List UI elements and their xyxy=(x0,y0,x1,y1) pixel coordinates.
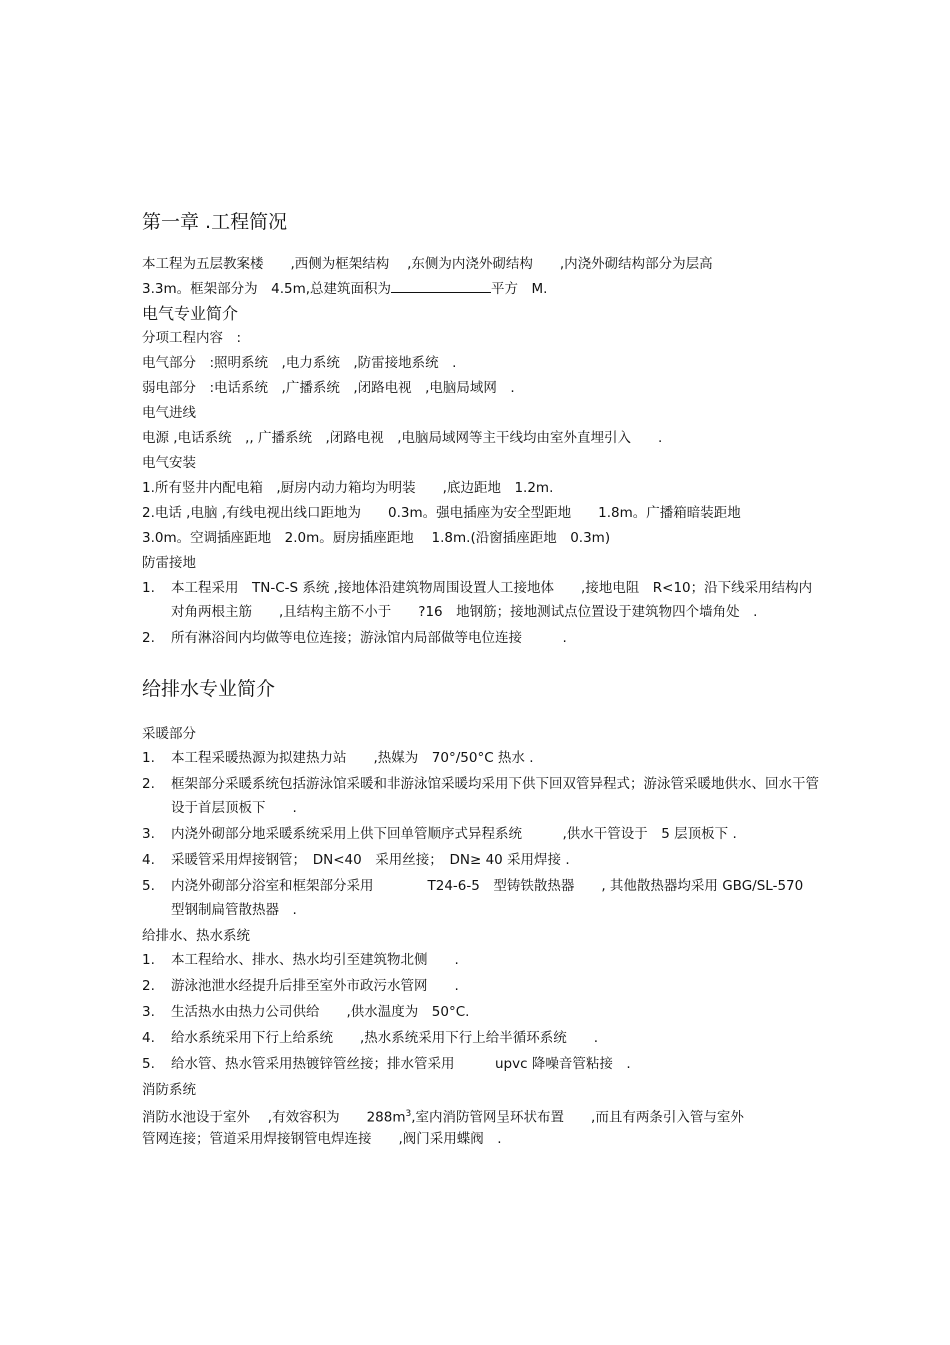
item-text: 采暖管采用焊接钢管； DN<40 采用丝接； DN≥ 40 采用焊接 . xyxy=(171,852,570,868)
list-item xyxy=(142,772,822,820)
item-number: 5. xyxy=(142,878,155,894)
item-text: 游泳池泄水经提升后排至室外市政污水管网 . xyxy=(171,978,459,994)
item-number: 4. xyxy=(142,1030,155,1046)
item-text: 本工程给水、排水、热水均引至建筑物北侧 . xyxy=(171,952,459,968)
list-item xyxy=(142,626,822,650)
list-item xyxy=(142,1052,822,1076)
weak-part: 弱电部分 :电话系统 ,广播系统 ,闭路电视 ,电脑局域网 . xyxy=(142,380,515,396)
item-number: 4. xyxy=(142,852,155,868)
item-number: 1. xyxy=(142,580,155,596)
fire-line-1 xyxy=(142,1102,822,1127)
electrical-title: 电气专业简介 xyxy=(142,304,239,323)
scope-label: 分项工程内容 : xyxy=(142,330,242,346)
item-text: 内浇外砌部分地采暖系统采用上供下回单管顺序式异程系统 ,供水干管设于 5 层顶板下 . xyxy=(171,826,737,842)
item-number: 2. xyxy=(142,978,155,994)
overview-line-1: 本工程为五层教案楼 ,西侧为框架结构 ,东侧为内浇外砌结构 ,内浇外砌结构部分为层高 xyxy=(142,256,713,272)
install-2a: 2.电话 ,电脑 ,有线电视出线口距地为 0.3m。强电插座为安全型距地 1.8m。广播箱暗装距地 xyxy=(142,505,741,521)
item-text: 本工程采用 TN-C-S 系统 ,接地体沿建筑物周围设置人工接地体 ,接地电阻 R<10；沿下线采用结构内对角两根主筋 ,且结构主筋不小于 ?16 地钢筋；接地测试点位置设于建筑物四个墙角处 . xyxy=(171,580,813,620)
item-number: 3. xyxy=(142,826,155,842)
plumbing-title: 给排水专业简介 xyxy=(142,678,276,700)
list-item xyxy=(142,1000,822,1024)
overview-line-2 xyxy=(142,277,822,302)
item-text: 给水系统采用下行上给系统 ,热水系统采用下行上给半循环系统 . xyxy=(171,1030,599,1046)
chapter-title: 第一章 .工程简况 xyxy=(142,211,288,233)
list-item xyxy=(142,874,822,922)
item-number: 5. xyxy=(142,1056,155,1072)
list-item xyxy=(142,576,822,624)
fire-line-1-prefix: 消防水池设于室外 ,有效容积为 288m xyxy=(142,1109,406,1126)
overview-line-2-prefix: 3.3m。框架部分为 4.5m,总建筑面积为 xyxy=(142,281,392,297)
list-item xyxy=(142,746,822,770)
item-number: 3. xyxy=(142,1004,155,1020)
fire-line-1-suffix: ,室内消防管网呈环状布置 ,而且有两条引入管与室外 xyxy=(411,1109,744,1126)
incoming-title: 电气进线 xyxy=(142,405,196,421)
item-text: 生活热水由热力公司供给 ,供水温度为 50°C. xyxy=(171,1004,470,1020)
item-number: 2. xyxy=(142,776,155,792)
item-number: 1. xyxy=(142,750,155,766)
incoming-text: 电源 ,电话系统 ,, 广播系统 ,闭路电视 ,电脑局域网等主干线均由室外直埋引入 . xyxy=(142,430,663,446)
item-text: 本工程采暖热源为拟建热力站 ,热媒为 70°/50°C 热水 . xyxy=(171,750,534,766)
item-text: 所有淋浴间内均做等电位连接；游泳馆内局部做等电位连接 . xyxy=(171,630,567,646)
item-number: 2. xyxy=(142,630,155,646)
fire-line-2: 管网连接；管道采用焊接钢管电焊连接 ,阀门采用蝶阀 . xyxy=(142,1131,502,1147)
lightning-title: 防雷接地 xyxy=(142,555,196,571)
superscript: 3 xyxy=(405,1109,412,1119)
install-1: 1.所有竖井内配电箱 ,厨房内动力箱均为明装 ,底边距地 1.2m. xyxy=(142,480,554,496)
list-item xyxy=(142,822,822,846)
item-text: 给水管、热水管采用热镀锌管丝接；排水管采用 upvc 降噪音管粘接 . xyxy=(171,1056,631,1072)
overview-line-2-suffix: 平方 M. xyxy=(491,281,548,297)
list-item xyxy=(142,1026,822,1050)
area-blank xyxy=(391,278,491,293)
list-item xyxy=(142,948,822,972)
water-title: 给排水、热水系统 xyxy=(142,928,250,944)
heating-title: 采暖部分 xyxy=(142,726,196,742)
list-item xyxy=(142,974,822,998)
fire-title: 消防系统 xyxy=(142,1082,196,1098)
item-text: 内浇外砌部分浴室和框架部分采用 T24-6-5 型铸铁散热器 , 其他散热器均采用 GBG/SL-570 型钢制扁管散热器 . xyxy=(171,878,817,918)
item-number: 1. xyxy=(142,952,155,968)
list-item xyxy=(142,848,822,872)
document-body xyxy=(142,210,822,1152)
power-part: 电气部分 :照明系统 ,电力系统 ,防雷接地系统 . xyxy=(142,355,457,371)
install-2b: 3.0m。空调插座距地 2.0m。厨房插座距地 1.8m.(沿窗插座距地 0.3m) xyxy=(142,530,611,546)
item-text: 框架部分采暖系统包括游泳馆采暖和非游泳馆采暖均采用下供下回双管异程式；游泳管采暖地供水、回水干管设于首层顶板下 . xyxy=(171,776,819,816)
install-title: 电气安装 xyxy=(142,455,196,471)
